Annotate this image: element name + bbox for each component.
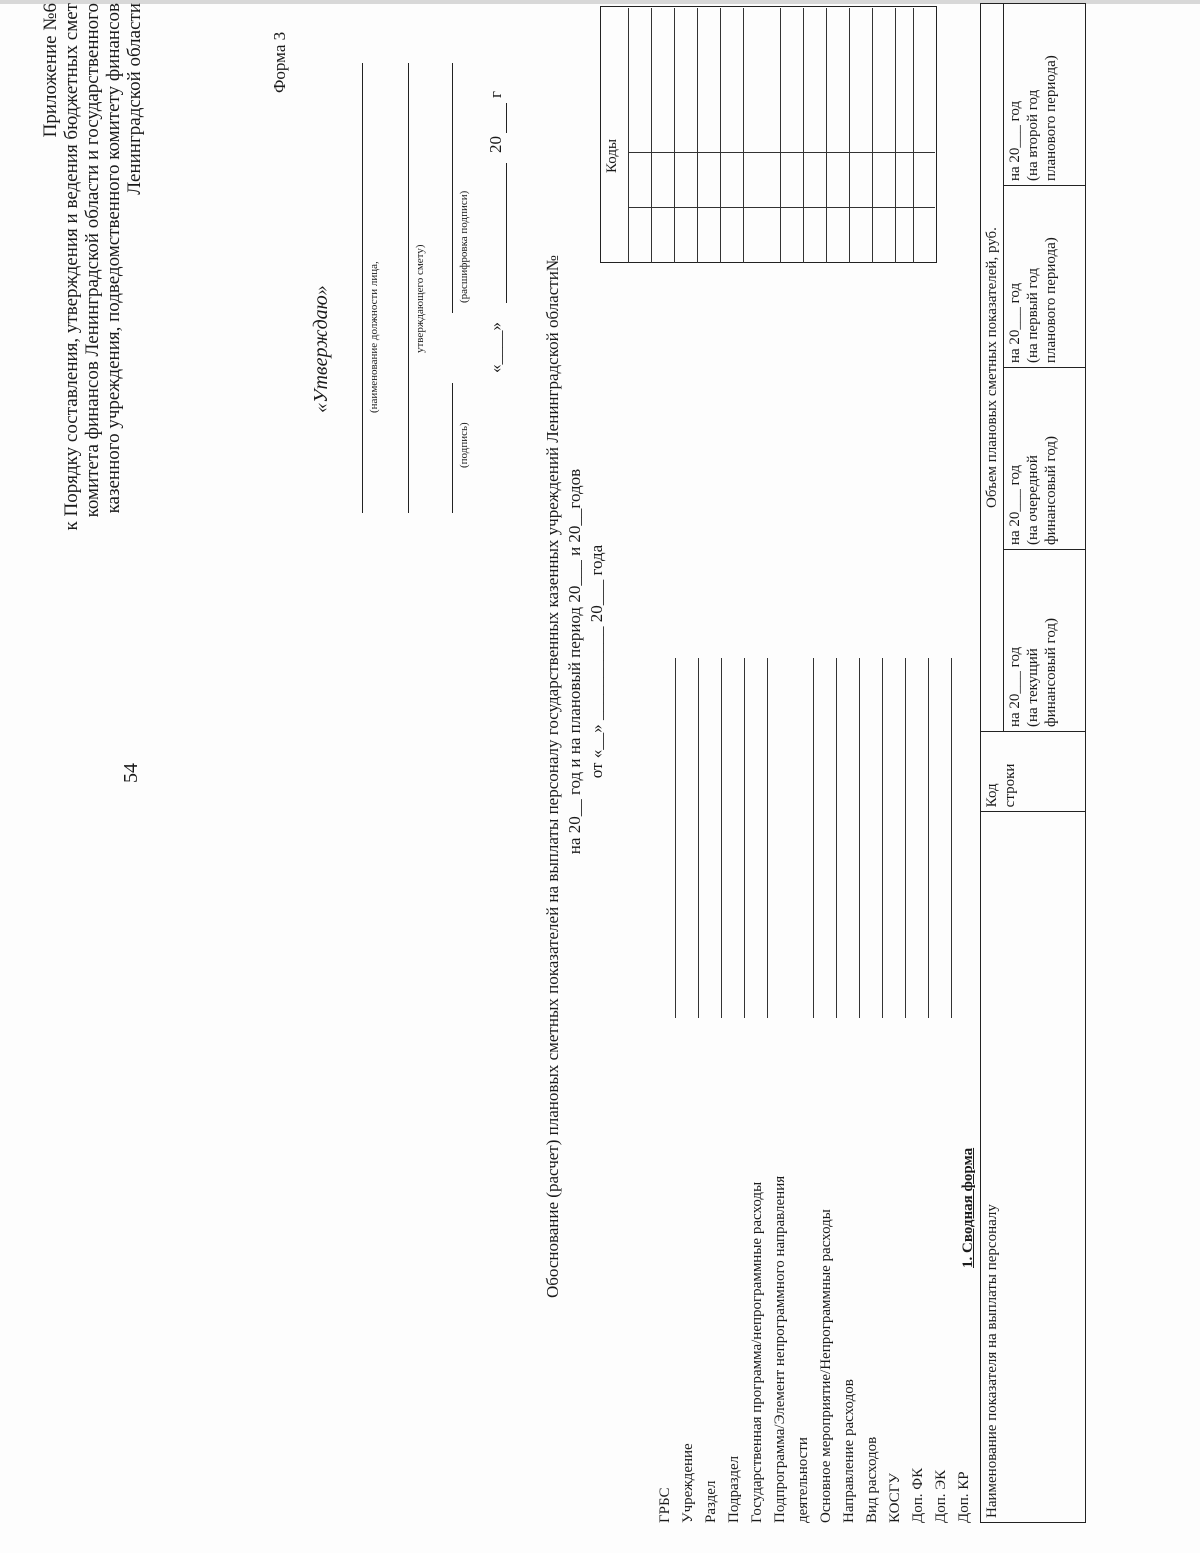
label-dop-kr: Доп. КР <box>956 1471 972 1523</box>
fill-line-dop-ek <box>951 658 952 1018</box>
approval-date-suffix: г <box>486 91 505 98</box>
label-subsection: Подраздел <box>726 1455 742 1523</box>
approval-date-month-line <box>506 163 507 303</box>
appendix-title: Приложение №6 <box>40 3 61 138</box>
label-main-activity: Основное мероприятие/Непрограммные расходы <box>818 1209 834 1523</box>
codes-row-line <box>743 8 744 263</box>
fill-line-expense-direction <box>859 658 860 1018</box>
position-line <box>362 63 363 513</box>
table-header-row <box>981 4 1004 1523</box>
codes-row-line <box>849 8 850 263</box>
codes-row-line <box>872 8 873 263</box>
header-volume-group: Объем плановых сметных показателей, руб. <box>981 4 1004 732</box>
label-dop-fk: Доп. ФК <box>910 1467 926 1523</box>
label-institution: Учреждение <box>680 1443 696 1523</box>
fill-line-section <box>721 658 722 1018</box>
header-period-current: на 20___ год (на текущий финансовый год) <box>1004 550 1086 732</box>
caption-signature: (подпись) <box>458 422 470 468</box>
codes-col-line <box>628 207 935 208</box>
header-indicator-name: Наименование показателя на выплаты персоналу <box>981 812 1086 1523</box>
fill-line-main-activity <box>836 658 837 1018</box>
approval-date-open: «____» <box>486 322 505 373</box>
fill-line-subprogram <box>813 658 814 1018</box>
codes-row-line <box>697 8 698 263</box>
signature-line <box>452 383 453 513</box>
decoding-line <box>452 63 453 313</box>
approval-heading: «Утверждаю» <box>310 285 332 413</box>
codes-col-line <box>628 152 935 153</box>
codes-row-line <box>720 8 721 263</box>
approver-line <box>408 63 409 513</box>
label-subprogram-cont: деятельности <box>795 1437 811 1523</box>
summary-table <box>980 3 1086 1523</box>
codes-header-line <box>628 8 629 263</box>
title-line-1: Обоснование (расчет) плановых сметных показателей на выплаты персоналу государственных казенных учреждений Ленинградской области№ <box>543 254 562 1299</box>
label-expense-type: Вид расходов <box>864 1436 880 1523</box>
codes-row-line <box>803 8 804 263</box>
codes-row-line <box>895 8 896 263</box>
title-line-2: на 20__ год и на плановый период 20___ и 20__годов <box>565 468 584 855</box>
approval-date-year-line <box>506 103 507 133</box>
fill-line-institution <box>698 658 699 1018</box>
codes-row-line <box>674 8 675 263</box>
appendix-line-4: Ленинградской области <box>124 3 145 195</box>
label-program: Государственная программа/непрограммные расходы <box>749 1181 765 1523</box>
appendix-line-1: к Порядку составления, утверждения и ведения бюджетных смет <box>61 3 82 531</box>
approval-date-year: 20 <box>486 136 505 153</box>
label-expense-direction: Направление расходов <box>841 1379 857 1523</box>
label-grbs: ГРБС <box>657 1487 673 1523</box>
document-title <box>542 0 608 1553</box>
fill-line-subsection <box>744 658 745 1018</box>
fill-line-expense-type <box>882 658 883 1018</box>
caption-decoding: (расшифровка подписи) <box>458 190 470 303</box>
appendix-header <box>40 3 145 1153</box>
header-row-code: Код строки <box>981 732 1086 812</box>
caption-approver: утверждающего смету) <box>414 244 426 353</box>
fill-line-dop-fk <box>928 658 929 1018</box>
label-dop-ek: Доп. ЭК <box>933 1469 949 1523</box>
caption-position: (наименование должности лица, <box>368 261 380 413</box>
header-period-plan2: на 20___ год (на второй год планового периода) <box>1004 4 1086 186</box>
fill-line-program <box>767 658 768 1018</box>
label-kosgu: КОСГУ <box>887 1473 903 1523</box>
fill-line-grbs <box>675 658 676 1018</box>
page-number: 54 <box>120 763 142 783</box>
header-period-next: на 20___ год (на очередной финансовый год) <box>1004 368 1086 550</box>
codes-row-line <box>651 8 652 263</box>
label-subprogram: Подпрограмма/Элемент непрограммного направления <box>772 1175 788 1523</box>
fill-line-kosgu <box>905 658 906 1018</box>
codes-row-line <box>826 8 827 263</box>
codes-row-line <box>913 8 914 263</box>
label-section: Раздел <box>703 1480 719 1523</box>
codes-header: Коды <box>604 138 620 173</box>
title-line-3: от «__» ___________ 20___ года <box>587 544 606 779</box>
form-label: Форма 3 <box>270 31 289 93</box>
section1-title: 1. Сводная форма <box>960 1147 976 1268</box>
appendix-line-3: казенного учреждения, подведомственного комитету финансов <box>103 3 124 514</box>
header-period-plan1: на 20___ год (на первый год планового периода) <box>1004 186 1086 368</box>
codes-row-line <box>780 8 781 263</box>
appendix-line-2: комитета финансов Ленинградской области и государственного <box>82 3 103 518</box>
